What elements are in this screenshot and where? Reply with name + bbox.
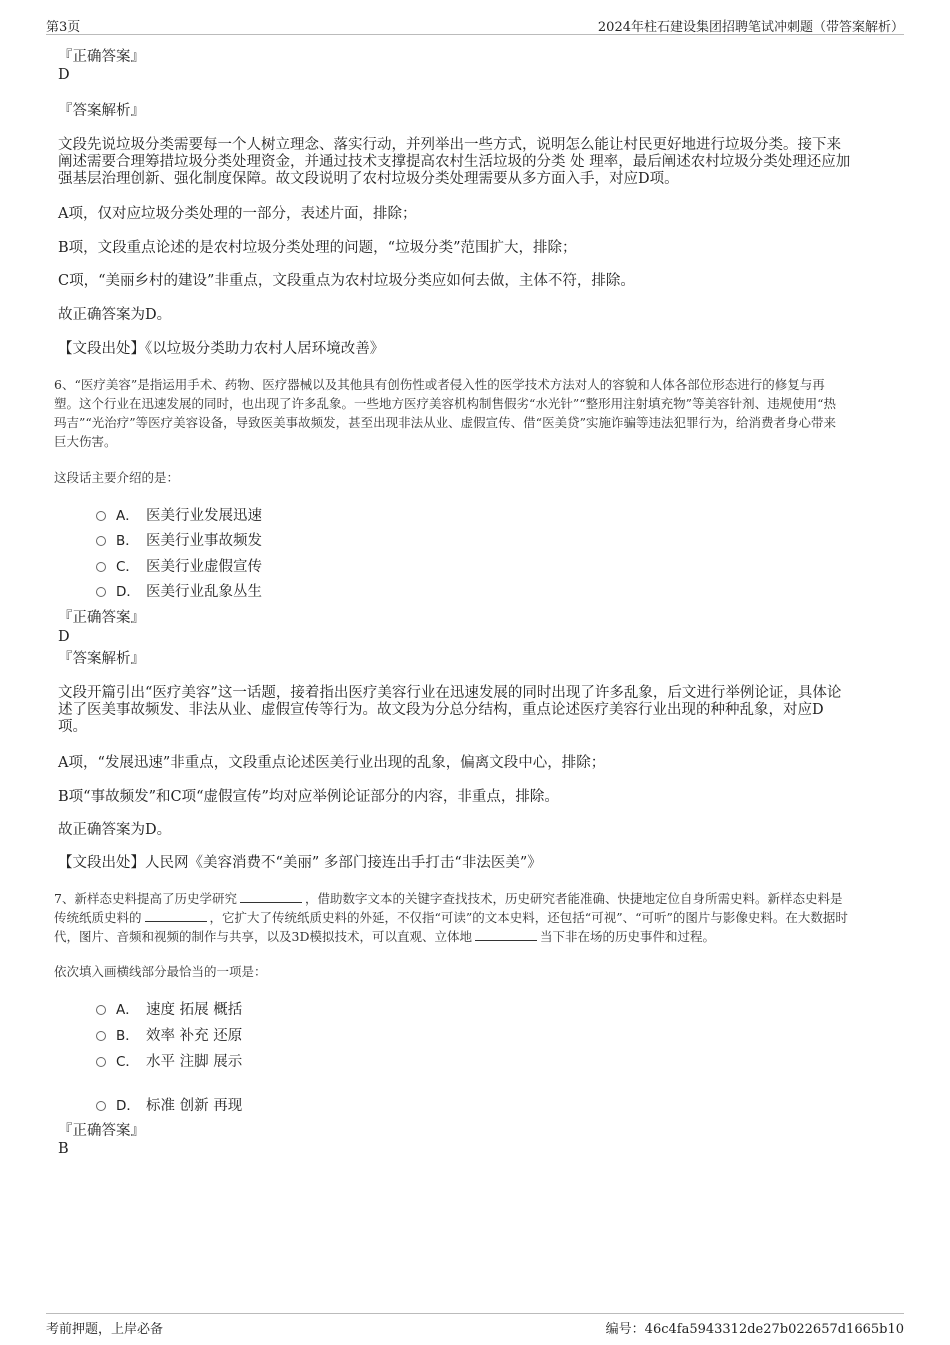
q5-analysis-line: 文段先说垃圾分类需要每一个人树立理念、落实行动，并列举出一些方式，说明怎么能让村民更好地进行垃圾分类。接下来 (58, 137, 841, 153)
radio-icon[interactable] (96, 1031, 106, 1041)
q7-stem-line: 代，图片、音频和视频的制作与共享，以及3D模拟技术，可以直观、立体地 当下非在场的历史事件和过程。 (54, 929, 715, 944)
q6-analysis-line: 述了医美事故频发、非法从业、虚假宣传等行为。故文段为分总分结构，重点论述医疗美容行业出现的种种乱象，对应D (58, 702, 824, 718)
q6-answer-label: 『正确答案』 (58, 610, 145, 626)
q5-answer: D (58, 67, 70, 83)
q6-stem-line: 玛吉”“光治疗”等医疗美容设备，导致医美事故频发，甚至出现非法从业、虚假宣传、借“医美贷”实施诈骗等违法犯罪行为，给消费者身心带来 (54, 415, 836, 430)
document-title: 2024年柱石建设集团招聘笔试冲刺题（带答案解析） (597, 20, 904, 35)
q6-option-b[interactable]: B． 医美行业事故频发 (96, 530, 262, 548)
page-header (46, 14, 904, 35)
q7-option-a[interactable]: A． 速度 拓展 概括 (96, 999, 242, 1017)
fill-blank (475, 930, 537, 941)
q6-stem-line: 塑。这个行业在迅速发展的同时，也出现了许多乱象。一些地方医疗美容机构制售假劣“水光针”“整形用注射填充物”等美容针剂、违规使用“热 (54, 396, 836, 411)
q7-option-c[interactable]: C． 水平 注脚 展示 (96, 1051, 242, 1069)
q5-source: 【文段出处】《以垃圾分类助力农村人居环境改善》 (58, 341, 385, 357)
q7-option-b[interactable]: B． 效率 补充 还原 (96, 1025, 242, 1043)
radio-icon[interactable] (96, 536, 106, 546)
q7-question: 依次填入画横线部分最恰当的一项是： (54, 964, 267, 979)
q7-option-d[interactable]: D． 标准 创新 再现 (96, 1095, 242, 1113)
fill-blank (240, 892, 302, 903)
q6-analysis-label: 『答案解析』 (58, 651, 145, 667)
q6-conclusion: 故正确答案为D。 (58, 822, 172, 838)
q5-option-c-note: C项，“美丽乡村的建设”非重点，文段重点为农村垃圾分类应如何去做，主体不符，排除。 (58, 273, 635, 289)
q6-option-bc-note: B项“事故频发”和C项“虚假宣传”均对应举例论证部分的内容，非重点，排除。 (58, 789, 559, 805)
q6-source: 【文段出处】人民网《美容消费不“美丽” 多部门接连出手打击“非法医美”》 (58, 855, 542, 871)
page-footer (46, 1313, 904, 1336)
radio-icon[interactable] (96, 587, 106, 597)
radio-icon[interactable] (96, 1005, 106, 1015)
q7-answer: B (58, 1141, 69, 1157)
radio-icon[interactable] (96, 1057, 106, 1067)
page-number: 第3页 (46, 20, 81, 35)
q5-analysis-line: 阐述需要合理筹措垃圾分类处理资金，并通过技术支撑提高农村生活垃圾的分类 处 理率，最后阐述农村垃圾分类处理还应加 (58, 154, 851, 170)
fill-blank (145, 911, 207, 922)
q6-answer: D (58, 629, 70, 645)
q7-answer-label: 『正确答案』 (58, 1123, 145, 1139)
q6-option-a[interactable]: A． 医美行业发展迅速 (96, 505, 262, 523)
q7-stem-line: 7、新样态史料提高了历史学研究 ，借助数字文本的关键字查找技术，历史研究者能准确、快捷地定位自身所需史料。新样态史料是 (54, 891, 843, 906)
radio-icon[interactable] (96, 511, 106, 521)
q5-answer-label: 『正确答案』 (58, 49, 145, 65)
q7-stem-line: 传统纸质史料的 ，它扩大了传统纸质史料的外延，不仅指“可读”的文本史料，还包括“可视”、“可听”的图片与影像史料。在大数据时 (54, 910, 848, 925)
q6-stem-line: 巨大伤害。 (54, 434, 117, 449)
q5-analysis-line: 强基层治理创新、强化制度保障。故文段说明了农村垃圾分类处理需要从多方面入手，对应D项。 (58, 171, 679, 187)
footer-slogan: 考前押题，上岸必备 (46, 1322, 164, 1337)
q6-analysis-line: 项。 (58, 719, 87, 735)
radio-icon[interactable] (96, 562, 106, 572)
radio-icon[interactable] (96, 1101, 106, 1111)
q6-analysis-line: 文段开篇引出“医疗美容”这一话题，接着指出医疗美容行业在迅速发展的同时出现了许多乱象，后文进行举例论证，具体论 (58, 685, 842, 701)
q6-stem-line: 6、“医疗美容”是指运用手术、药物、医疗器械以及其他具有创伤性或者侵入性的医学技术方法对人的容貌和人体各部位形态进行的修复与再 (54, 377, 825, 392)
q5-conclusion: 故正确答案为D。 (58, 307, 172, 323)
q6-option-c[interactable]: C． 医美行业虚假宣传 (96, 556, 262, 574)
q6-option-a-note: A项，“发展迅速”非重点，文段重点论述医美行业出现的乱象，偏离文段中心，排除； (58, 755, 606, 771)
q5-option-b-note: B项，文段重点论述的是农村垃圾分类处理的问题，“垃圾分类”范围扩大，排除； (58, 240, 577, 256)
q6-option-d[interactable]: D． 医美行业乱象丛生 (96, 581, 262, 599)
document-id: 编号：46c4fa5943312de27b022657d1665b10 (605, 1322, 904, 1337)
q5-option-a-note: A项，仅对应垃圾分类处理的一部分，表述片面，排除； (58, 206, 417, 222)
q6-question: 这段话主要介绍的是： (54, 470, 180, 485)
q5-analysis-label: 『答案解析』 (58, 103, 145, 119)
